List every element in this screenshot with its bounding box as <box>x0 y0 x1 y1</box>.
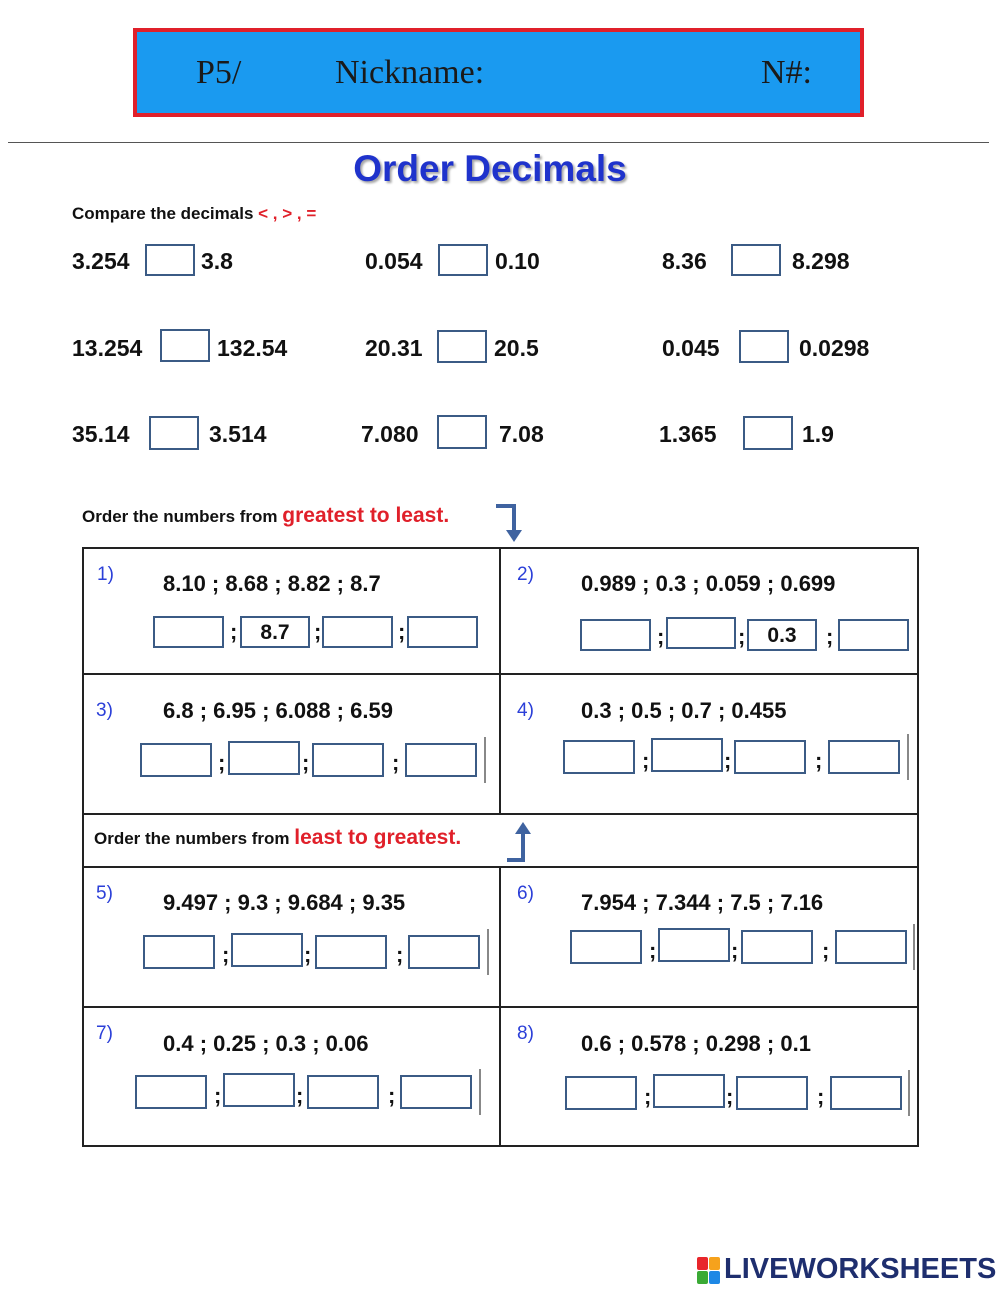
logo-text: LIVEWORKSHEETS <box>724 1253 997 1285</box>
grid-line <box>499 866 501 1147</box>
compare-answer-box[interactable] <box>145 244 195 276</box>
box-edge <box>908 1070 910 1116</box>
compare-answer-box[interactable] <box>438 244 488 276</box>
order-asc-emphasis: least to greatest. <box>294 826 462 849</box>
separator: ; <box>296 1083 304 1108</box>
separator: ; <box>304 942 312 967</box>
compare-right: 132.54 <box>217 335 288 361</box>
answer-box[interactable] <box>734 740 806 774</box>
answer-box[interactable] <box>315 935 387 969</box>
separator: ; <box>396 942 404 967</box>
box-edge <box>907 734 909 780</box>
answer-box[interactable] <box>835 930 907 964</box>
problem-number: 1) <box>97 564 114 585</box>
separator: ; <box>230 619 238 644</box>
compare-right: 1.9 <box>802 421 834 447</box>
answer-box[interactable] <box>830 1076 902 1110</box>
answer-box[interactable] <box>140 743 212 777</box>
separator: ; <box>392 750 400 775</box>
separator: ; <box>724 748 732 773</box>
answer-box[interactable] <box>405 743 477 777</box>
answer-box[interactable] <box>307 1075 379 1109</box>
answer-box[interactable] <box>135 1075 207 1109</box>
separator: ; <box>388 1083 396 1108</box>
compare-instruction-text: Compare the decimals <box>72 204 254 223</box>
compare-answer-box[interactable] <box>743 416 793 450</box>
answer-box[interactable] <box>408 935 480 969</box>
grid-line <box>82 547 84 1147</box>
order-desc-instruction <box>82 504 449 528</box>
separator: ; <box>644 1084 652 1109</box>
compare-answer-box[interactable] <box>437 415 487 449</box>
separator: ; <box>649 938 657 963</box>
student-info-header <box>133 28 864 117</box>
logo-mark-icon <box>696 1256 722 1286</box>
problem-numbers: 0.989 ; 0.3 ; 0.059 ; 0.699 <box>581 571 836 596</box>
compare-symbols: < , > , = <box>258 204 317 223</box>
separator: ; <box>826 624 834 649</box>
problem-numbers: 0.4 ; 0.25 ; 0.3 ; 0.06 <box>163 1031 369 1056</box>
answer-box[interactable] <box>228 741 300 775</box>
compare-left: 8.36 <box>662 248 707 274</box>
answer-box[interactable] <box>838 619 909 651</box>
problem-numbers: 9.497 ; 9.3 ; 9.684 ; 9.35 <box>163 890 406 915</box>
separator: ; <box>726 1084 734 1109</box>
separator: ; <box>817 1084 825 1109</box>
arrow-down-icon <box>494 502 524 546</box>
order-asc-text: Order the numbers from <box>94 829 290 848</box>
grid-line <box>499 547 501 815</box>
separator: ; <box>314 619 322 644</box>
separator: ; <box>822 938 830 963</box>
problem-numbers: 6.8 ; 6.95 ; 6.088 ; 6.59 <box>163 698 393 723</box>
compare-answer-box[interactable] <box>160 329 210 362</box>
answer-box[interactable] <box>666 617 736 649</box>
arrow-up-icon <box>505 818 535 864</box>
problem-numbers: 8.10 ; 8.68 ; 8.82 ; 8.7 <box>163 571 381 596</box>
problem-number: 7) <box>96 1023 113 1044</box>
compare-left: 20.31 <box>365 335 423 361</box>
box-edge <box>913 924 915 970</box>
compare-right: 0.10 <box>495 248 540 274</box>
separator: ; <box>738 624 746 649</box>
problem-number: 5) <box>96 883 113 904</box>
compare-answer-box[interactable] <box>731 244 781 276</box>
answer-box[interactable]: 0.3 <box>747 619 817 651</box>
answer-box[interactable] <box>400 1075 472 1109</box>
answer-box[interactable] <box>153 616 224 648</box>
compare-left: 13.254 <box>72 335 143 361</box>
box-edge <box>487 929 489 975</box>
order-desc-emphasis: greatest to least. <box>282 504 450 527</box>
compare-instruction <box>72 204 316 224</box>
answer-box[interactable] <box>653 1074 725 1108</box>
problem-numbers: 0.6 ; 0.578 ; 0.298 ; 0.1 <box>581 1031 811 1056</box>
compare-answer-box[interactable] <box>739 330 789 363</box>
compare-left: 0.045 <box>662 335 720 361</box>
problem-number: 2) <box>517 564 534 585</box>
separator: ; <box>218 750 226 775</box>
answer-box[interactable] <box>223 1073 295 1107</box>
separator: ; <box>731 938 739 963</box>
separator: ; <box>642 748 650 773</box>
problem-number: 3) <box>96 700 113 721</box>
separator: ; <box>398 619 406 644</box>
compare-left: 0.054 <box>365 248 423 274</box>
problem-numbers: 7.954 ; 7.344 ; 7.5 ; 7.16 <box>581 890 824 915</box>
compare-right: 7.08 <box>499 421 544 447</box>
answer-box[interactable] <box>570 930 642 964</box>
answer-box[interactable] <box>741 930 813 964</box>
header-divider <box>8 142 989 143</box>
nickname-label: Nickname: <box>335 54 485 91</box>
separator: ; <box>815 748 823 773</box>
box-edge <box>479 1069 481 1115</box>
answer-box[interactable] <box>312 743 384 777</box>
answer-box[interactable] <box>580 619 651 651</box>
answer-box[interactable] <box>828 740 900 774</box>
answer-box[interactable] <box>563 740 635 774</box>
separator: ; <box>302 750 310 775</box>
compare-right: 8.298 <box>792 248 850 274</box>
compare-right: 20.5 <box>494 335 539 361</box>
compare-answer-box[interactable] <box>437 330 487 363</box>
problem-number: 6) <box>517 883 534 904</box>
problem-number: 4) <box>517 700 534 721</box>
separator: ; <box>222 942 230 967</box>
compare-right: 3.8 <box>201 248 233 274</box>
separator: ; <box>214 1083 222 1108</box>
box-edge <box>484 737 486 783</box>
page-title: Order Decimals <box>353 148 627 189</box>
answer-box[interactable]: 8.7 <box>240 616 310 648</box>
number-label: N#: <box>761 54 812 91</box>
answer-box[interactable] <box>658 928 730 962</box>
order-desc-text: Order the numbers from <box>82 507 278 526</box>
answer-box[interactable] <box>322 616 393 648</box>
compare-answer-box[interactable] <box>149 416 199 450</box>
compare-left: 35.14 <box>72 421 130 447</box>
answer-box[interactable] <box>231 933 303 967</box>
compare-left: 3.254 <box>72 248 130 274</box>
problem-number: 8) <box>517 1023 534 1044</box>
answer-box[interactable] <box>143 935 215 969</box>
compare-right: 0.0298 <box>799 335 870 361</box>
separator: ; <box>657 624 665 649</box>
grid-line <box>917 547 919 1147</box>
answer-box[interactable] <box>565 1076 637 1110</box>
answer-box[interactable] <box>407 616 478 648</box>
answer-box[interactable] <box>651 738 723 772</box>
class-label: P5/ <box>196 54 242 91</box>
compare-left: 1.365 <box>659 421 717 447</box>
compare-right: 3.514 <box>209 421 267 447</box>
answer-box[interactable] <box>736 1076 808 1110</box>
compare-left: 7.080 <box>361 421 419 447</box>
order-asc-instruction <box>94 826 461 850</box>
problem-numbers: 0.3 ; 0.5 ; 0.7 ; 0.455 <box>581 698 787 723</box>
